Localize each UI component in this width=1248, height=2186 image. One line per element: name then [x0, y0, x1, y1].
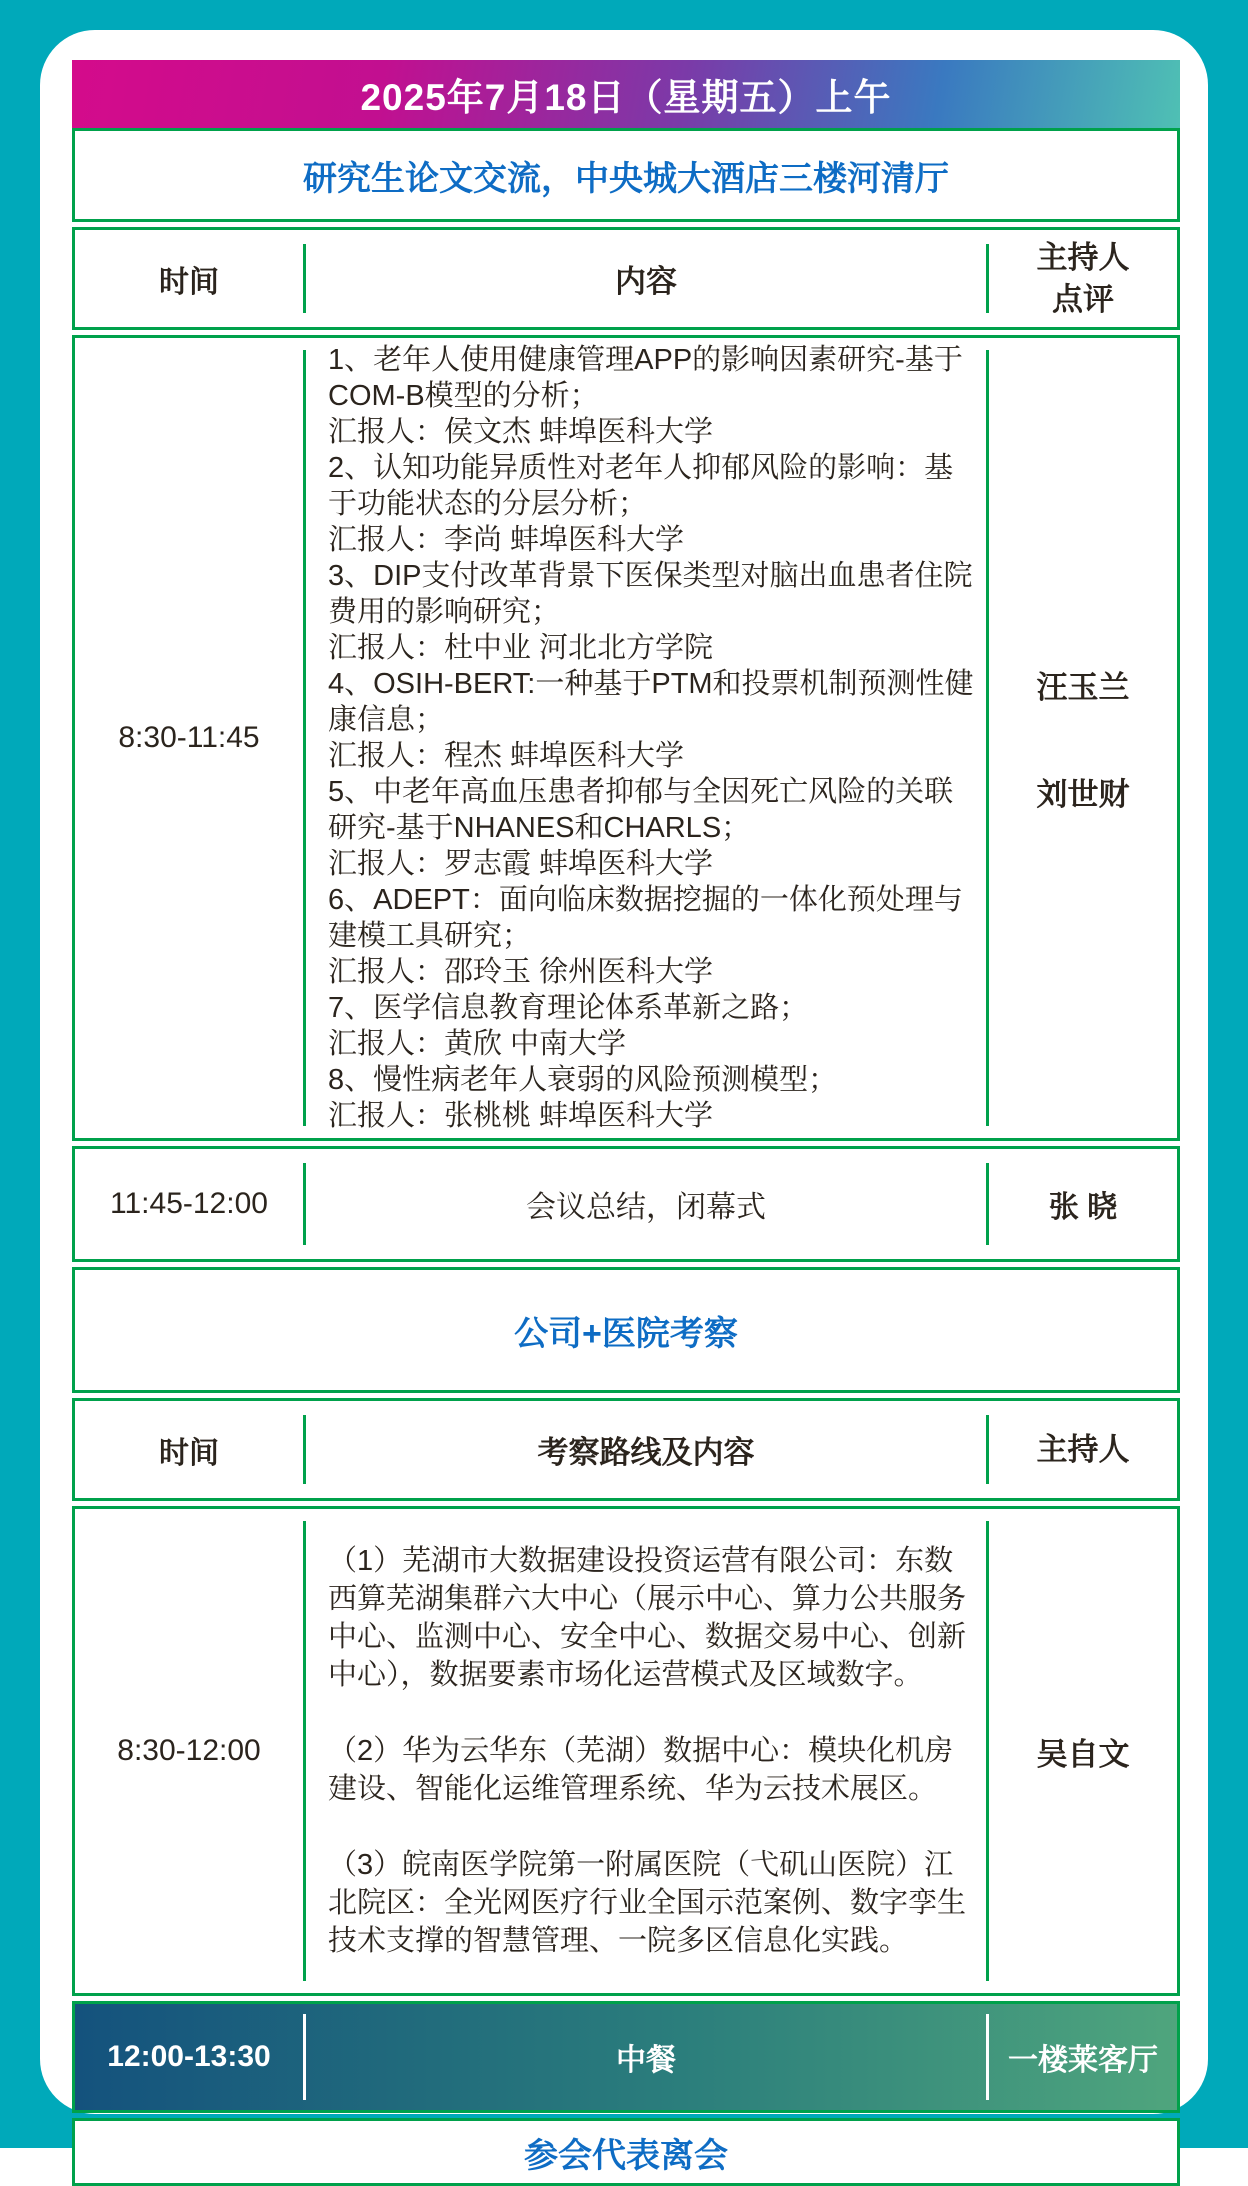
closing-host-cell: 张 晓 [1048, 1191, 1118, 1224]
presentations-time-cell: 8:30-11:45 [118, 721, 260, 754]
time-column-header: 时间 [159, 265, 219, 299]
presentation-item [328, 774, 976, 882]
presentation-item [328, 990, 976, 1062]
schedule-content [72, 60, 1180, 2186]
inspection-row [72, 1506, 1180, 1996]
presenter-line: 汇报人：罗志霞 蚌埠医科大学 [328, 848, 714, 880]
lunch-row [72, 2001, 1180, 2113]
presentation-item [328, 666, 976, 774]
date-banner [72, 60, 1180, 128]
lunch-label: 中餐 [616, 2044, 676, 2077]
session2-title: 公司+医院考察 [514, 1314, 738, 1353]
presenter-line: 汇报人：侯文杰 蚌埠医科大学 [328, 416, 714, 448]
host-name: 刘世财 [1036, 777, 1130, 812]
inspection-paragraph: （1）芜湖市大数据建设投资运营有限公司：东数西算芜湖集群六大中心（展示中心、算力公共服务中心、监测中心、安全中心、数据交易中心、创新中心），数据要素市场化运营模式及区域数字。 [328, 1545, 967, 1691]
presentation-title: 7、医学信息教育理论体系革新之路； [328, 992, 809, 1024]
presentation-title: 1、老年人使用健康管理APP的影响因素研究-基于COM-B模型的分析； [328, 344, 963, 412]
presentation-item [328, 882, 976, 990]
presentation-title: 8、慢性病老年人衰弱的风险预测模型； [328, 1064, 838, 1096]
closing-time-cell: 11:45-12:00 [110, 1187, 268, 1220]
host-column-header-line1: 主持人 [1036, 239, 1130, 275]
departure-label: 参会代表离会 [524, 2136, 728, 2175]
presenter-line: 汇报人：张桃桃 蚌埠医科大学 [328, 1100, 714, 1132]
closing-content-cell: 会议总结，闭幕式 [526, 1191, 766, 1224]
presentation-title: 2、认知功能异质性对老年人抑郁风险的影响：基于功能状态的分层分析； [328, 452, 954, 520]
presentation-title: 6、ADEPT：面向临床数据挖掘的一体化预处理与建模工具研究； [328, 884, 963, 952]
session2-title-row [72, 1267, 1180, 1393]
presenter-line: 汇报人：黄欣 中南大学 [328, 1028, 627, 1060]
session1-title: 研究生论文交流，中央城大酒店三楼河清厅 [303, 159, 949, 198]
presenter-line: 汇报人：李尚 蚌埠医科大学 [328, 524, 685, 556]
session2-header-row [72, 1398, 1180, 1501]
presentations-row [72, 335, 1180, 1141]
presentation-title: 4、OSIH-BERT:一种基于PTM和投票机制预测性健康信息； [328, 668, 974, 736]
presentations-list [306, 338, 986, 1138]
session1-title-row [72, 128, 1180, 222]
closing-row [72, 1146, 1180, 1262]
presenter-line: 汇报人：程杰 蚌埠医科大学 [328, 740, 685, 772]
departure-row [72, 2118, 1180, 2186]
inspection-paragraph: （2）华为云华东（芜湖）数据中心：模块化机房建设、智能化运维管理系统、华为云技术展区。 [328, 1735, 954, 1805]
presentation-item [328, 342, 976, 450]
host-name: 汪玉兰 [1036, 670, 1130, 705]
presentations-hosts-cell [989, 338, 1177, 1138]
host-column-header-line2: 点评 [1052, 281, 1114, 317]
inspection-route-list [306, 1509, 986, 1993]
presenter-line: 汇报人：邵玲玉 徐州医科大学 [328, 956, 714, 988]
presentation-item [328, 450, 976, 558]
presentation-title: 3、DIP支付改革背景下医保类型对脑出血患者住院费用的影响研究； [328, 560, 973, 628]
schedule-card [40, 30, 1208, 2175]
lunch-time-cell: 12:00-13:30 [107, 2040, 271, 2073]
date-banner-title: 2025年7月18日（星期五）上午 [360, 77, 892, 118]
host-column-header [989, 230, 1177, 327]
presentation-title: 5、中老年高血压患者抑郁与全因死亡风险的关联研究-基于NHANES和CHARLS； [328, 776, 954, 844]
presenter-line: 汇报人：杜中业 河北北方学院 [328, 632, 714, 664]
presentation-item [328, 1062, 976, 1134]
presentation-item [328, 558, 976, 666]
inspection-host-cell: 吴自文 [1036, 1736, 1130, 1772]
host-column-header: 主持人 [1036, 1431, 1130, 1467]
inspection-paragraph: （3）皖南医学院第一附属医院（弋矶山医院）江北院区：全光网医疗行业全国示范案例、数字孪生技术支撑的智慧管理、一院多区信息化实践。 [328, 1849, 967, 1957]
inspection-time-cell: 8:30-12:00 [117, 1734, 261, 1767]
lunch-location: 一楼莱客厅 [1008, 2044, 1158, 2077]
session1-header-row [72, 227, 1180, 330]
route-column-header: 考察路线及内容 [537, 1435, 755, 1470]
time-column-header: 时间 [159, 1436, 219, 1470]
content-column-header: 内容 [615, 264, 677, 299]
